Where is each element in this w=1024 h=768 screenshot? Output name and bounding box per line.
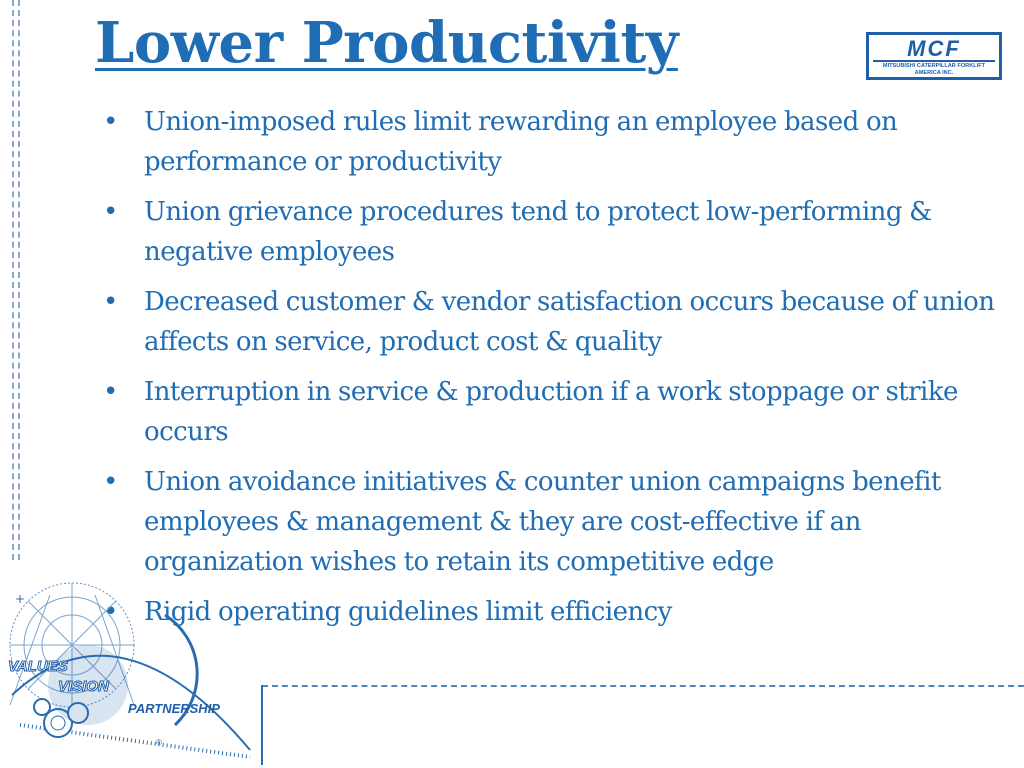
bullet-list (100, 102, 1024, 642)
emblem-word-partnership: PARTNERSHIP (128, 701, 220, 716)
svg-text:+: + (15, 592, 26, 606)
bullet-item (100, 102, 1024, 182)
emblem-word-vision: VISION (58, 678, 109, 695)
bullet-dot: • (103, 377, 118, 407)
slide-title: Lower Productivity (95, 10, 678, 76)
bullet-dot: • (103, 467, 118, 497)
bullet-dot: • (103, 287, 118, 317)
bullet-text: Union-imposed rules limit rewarding an employee based on performance or productivity (144, 107, 898, 177)
logo-subtitle (873, 63, 995, 77)
bullet-item (100, 372, 1024, 452)
logo-mark: MCF (873, 38, 995, 62)
bullet-item (100, 282, 1024, 362)
bullet-text: Interruption in service & production if a work stoppage or strike occurs (144, 377, 958, 447)
registered-mark: ® (156, 738, 162, 747)
bullet-text: Union avoidance initiatives & counter union campaigns benefit employees & management & they are cost-effective if an organization wishes to retain its competitive edge (144, 467, 941, 577)
left-dashed-rule (12, 0, 20, 560)
bullet-item (100, 462, 1024, 582)
bullet-text: Union grievance procedures tend to protect low-performing & negative employees (144, 197, 932, 267)
bullet-dot: • (103, 197, 118, 227)
bullet-text: Decreased customer & vendor satisfaction occurs because of union affects on service, product cost & quality (144, 287, 995, 357)
bullet-dot: • (103, 597, 118, 627)
bullet-dot: • (103, 107, 118, 137)
bottom-dashed-rule (262, 685, 1024, 687)
company-logo (866, 32, 1002, 80)
logo-line-1: MITSUBISHI CATERPILLAR FORKLIFT (882, 63, 986, 69)
bullet-text: Rigid operating guidelines limit efficiency (144, 597, 672, 627)
bullet-item (100, 192, 1024, 272)
logo-line-2: AMERICA INC. (914, 70, 954, 76)
emblem-word-values: VALUES (8, 658, 68, 675)
values-vision-partnership-emblem (0, 575, 270, 768)
